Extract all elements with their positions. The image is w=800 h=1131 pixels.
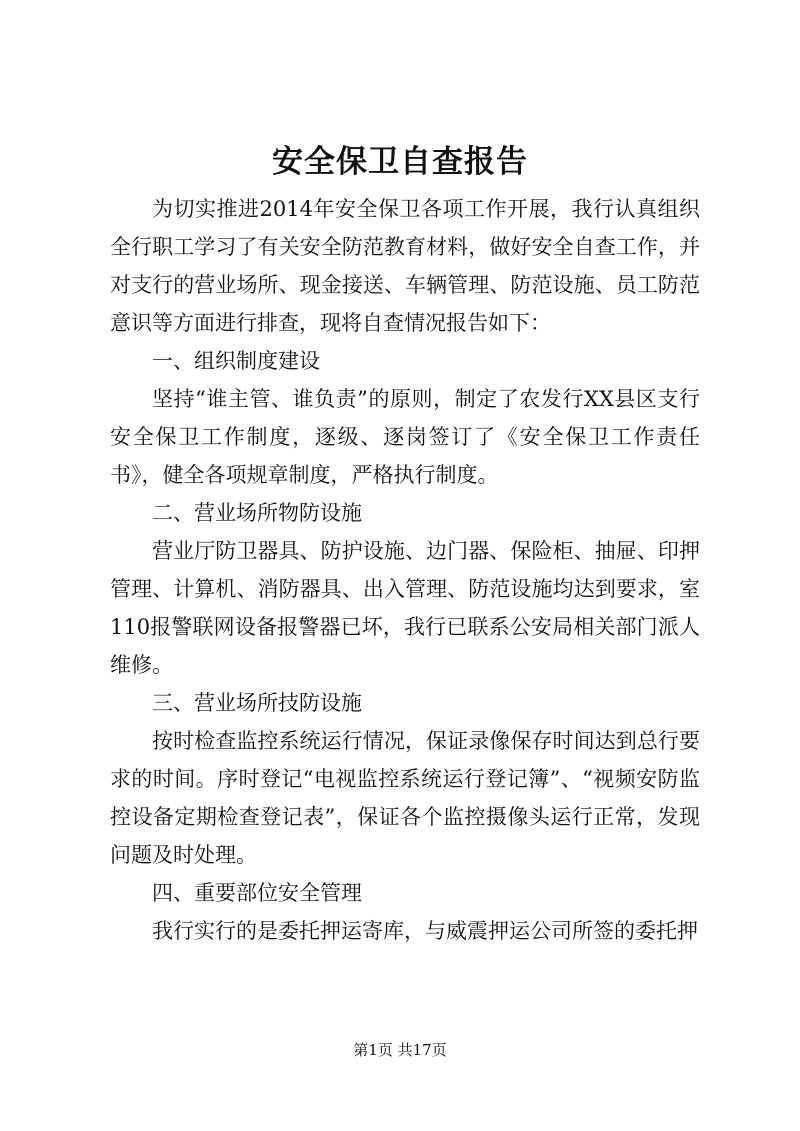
document-title: 安全保卫自查报告 — [272, 144, 528, 180]
section-heading-3: 三、营业场所技防设施 — [152, 691, 362, 715]
section-4-paragraph: 我行实行的是委托押运寄库，与威震押运公司所签的委托押 — [152, 919, 698, 943]
section-heading-2: 二、营业场所物防设施 — [152, 501, 362, 525]
section-3-paragraph: 按时检查监控系统运行情况，保证录像保存时间达到总行要求的时间。序时登记“电视监控系统运行登记簿”、“视频安防监控设备定期检查登记表”，保证各个监控摄像头运行正常，发现问题及时处理。 — [110, 729, 700, 867]
section-2-paragraph: 营业厅防卫器具、防护设施、边门器、保险柜、抽屉、印押管理、计算机、消防器具、出入管理、防范设施均达到要求，室110报警联网设备报警器已坏，我行已联系公安局相关部门派人维修。 — [110, 539, 700, 677]
section-heading-1: 一、组织制度建设 — [152, 349, 320, 373]
section-heading-4: 四、重要部位安全管理 — [152, 881, 362, 905]
section-1-paragraph: 坚持“谁主管、谁负责”的原则，制定了农发行XX县区支行安全保卫工作制度，逐级、逐岗签订了《安全保卫工作责任书》，健全各项规章制度，严格执行制度。 — [110, 387, 700, 487]
page-number-footer: 第1页 共17页 — [353, 1041, 447, 1059]
document-body — [110, 190, 700, 950]
intro-paragraph: 为切实推进2014年安全保卫各项工作开展，我行认真组织全行职工学习了有关安全防范教育材料，做好安全自查工作，并对支行的营业场所、现金接送、车辆管理、防范设施、员工防范意识等方面进行排查，现将自查情况报告如下： — [110, 197, 700, 335]
